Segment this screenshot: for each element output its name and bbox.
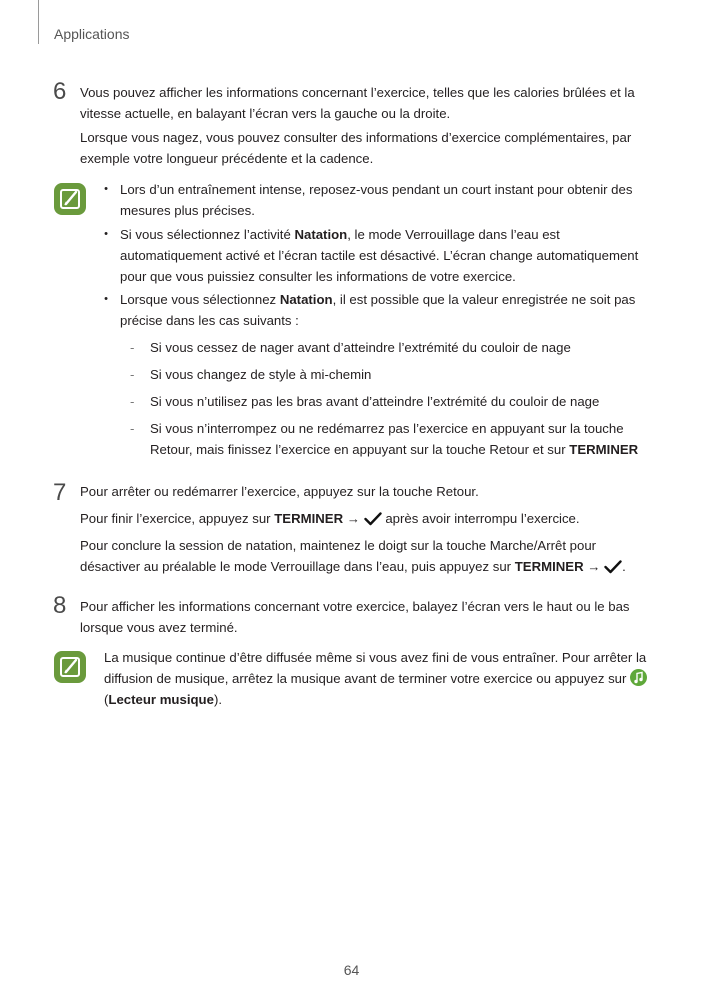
terminer-label: TERMINER <box>569 442 639 457</box>
terminer-label: TERMINER <box>514 559 584 574</box>
note-pencil-icon <box>54 183 86 215</box>
checkmark-icon <box>364 511 382 532</box>
note-2-text: La musique continue d’être diffusée même si vous avez fini de vous entraîner. Pour arrêter la diffusion de musique, arrêtez la musique avant de terminer votre exercice ou appuyez sur (Lecteur musique). <box>104 650 647 707</box>
page-number: 64 <box>343 962 360 978</box>
step-6-paragraph-2: Lorsque vous nagez, vous pouvez consulter des informations d’exercice complémentaires, par exemple votre longueur précédente et la cadence. <box>80 130 632 166</box>
dash-4-text: Si vous n’interrompez ou ne redémarrez pas l’exercice en appuyant sur la touche Retour, mais finissez l’exercice en appuyant sur la touche Retour et sur TERMINER <box>150 421 639 457</box>
dash-3-text: Si vous n’utilisez pas les bras avant d’atteindre l’extrémité du couloir de nage <box>150 394 600 409</box>
step-number-7: 7 <box>53 479 67 506</box>
bullet-2-text: Si vous sélectionnez l’activité Natation, le mode Verrouillage dans l’eau est automatiquement activé et l’écran tactile est désactivé. L’écran change automatiquement pour que vous puissiez consulter les informations de votre exercice. <box>120 227 639 284</box>
bullet-dot: • <box>104 228 108 240</box>
step-6-paragraph-1: Vous pouvez afficher les informations concernant l’exercice, telles que les calories brûlées et la vitesse actuelle, en balayant l’écran vers la gauche ou la droite. <box>80 85 635 121</box>
step-8-paragraph-1: Pour afficher les informations concernant votre exercice, balayez l’écran vers le haut ou le bas lorsque vous avez terminé. <box>80 599 630 635</box>
terminer-label: TERMINER <box>274 511 344 526</box>
bullet-1-text: Lors d’un entraînement intense, reposez-vous pendant un court instant pour obtenir des mesures plus précises. <box>120 182 633 218</box>
dash-marker: - <box>130 394 135 409</box>
step-7-paragraph-1: Pour arrêter ou redémarrer l’exercice, appuyez sur la touche Retour. <box>80 484 479 499</box>
bullet-dot: • <box>104 293 108 305</box>
natation-label: Natation <box>279 292 333 307</box>
step-number-6: 6 <box>53 78 67 105</box>
dash-2-text: Si vous changez de style à mi-chemin <box>150 367 372 382</box>
step-number-8: 8 <box>53 592 67 619</box>
bullet-3-text: Lorsque vous sélectionnez Natation, il est possible que la valeur enregistrée ne soit pas précise dans les cas suivants : <box>120 292 636 328</box>
bullet-dot: • <box>104 183 108 195</box>
dash-marker: - <box>130 340 135 355</box>
dash-marker: - <box>130 367 135 382</box>
section-header: Applications <box>54 26 130 42</box>
step-7-paragraph-3: Pour conclure la session de natation, maintenez le doigt sur la touche Marche/Arrêt pour désactiver au préalable le mode Verrouillage dans l’eau, puis appuyez sur TERMINER → . <box>80 535 650 580</box>
dash-1-text: Si vous cessez de nager avant d’atteindre l’extrémité du couloir de nage <box>150 340 571 355</box>
header-rule <box>38 0 39 44</box>
natation-label: Natation <box>294 227 348 242</box>
checkmark-icon <box>604 559 622 580</box>
dash-marker: - <box>130 421 135 436</box>
step-7-paragraph-2: Pour finir l’exercice, appuyez sur TERMINER → après avoir interrompu l’exercice. <box>80 508 650 532</box>
lecteur-musique-label: Lecteur musique <box>108 692 214 707</box>
music-note-icon <box>630 669 647 686</box>
note-pencil-icon <box>54 651 86 683</box>
